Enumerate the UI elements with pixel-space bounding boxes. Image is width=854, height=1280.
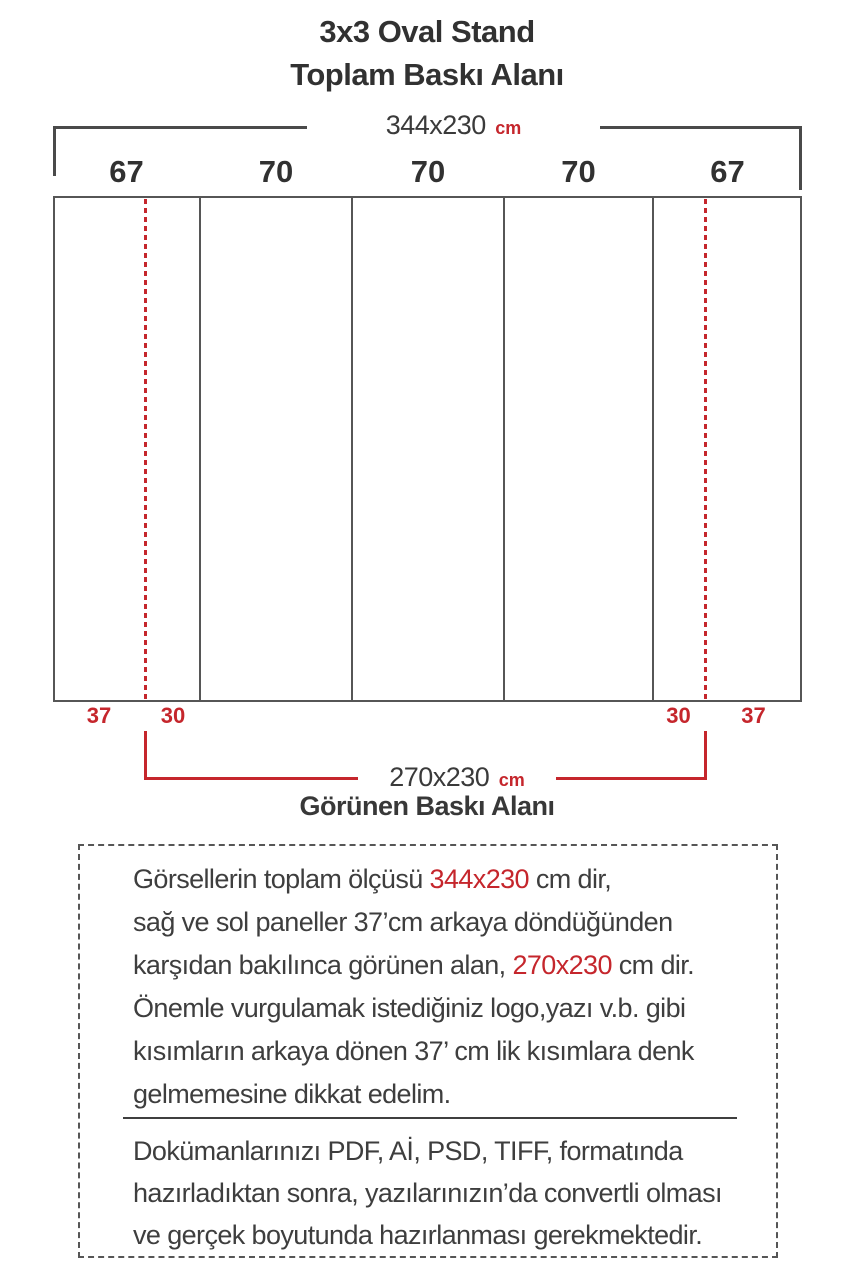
note-line xyxy=(133,1073,776,1116)
panel-divider-4 xyxy=(652,196,654,702)
note-paragraph-main xyxy=(80,846,776,1116)
note-line xyxy=(133,944,776,987)
note-text: Önemle vurgulamak istediğiniz logo,yazı v.b. gibi xyxy=(133,993,686,1023)
note-text: kısımların arkaya dönen 37’ cm lik kısımlara denk xyxy=(133,1036,694,1066)
note-highlight: 270x230 xyxy=(512,950,612,980)
visible-bracket-segment-left xyxy=(144,777,358,780)
panel-divider-3 xyxy=(503,196,505,702)
fold-line-right xyxy=(704,199,707,699)
total-bracket-segment-left xyxy=(53,126,307,129)
visible-bracket-stub-right xyxy=(704,731,707,780)
fold-width-label-right-outer: 37 xyxy=(741,703,766,728)
note-line xyxy=(133,1130,776,1172)
visible-dimension-label xyxy=(358,762,556,793)
total-dimension-label xyxy=(307,110,600,141)
fold-line-left xyxy=(144,199,147,699)
note-text: hazırladıktan sonra, yazılarınızın’da convertli olması xyxy=(133,1178,722,1208)
panel-width-label-2: 70 xyxy=(258,154,294,189)
page-title: 3x3 Oval Stand xyxy=(319,14,535,49)
note-line xyxy=(133,987,776,1030)
panel-width-label-1: 67 xyxy=(109,154,144,189)
panel-width-label-5: 67 xyxy=(710,154,745,189)
visible-dimension-value: 270x230 xyxy=(389,762,490,792)
note-text: gelmemesine dikkat edelim. xyxy=(133,1079,451,1109)
note-separator-line xyxy=(123,1117,737,1119)
total-dimension-value: 344x230 xyxy=(385,110,486,140)
note-line xyxy=(133,1030,776,1073)
visible-bracket-segment-right xyxy=(556,777,707,780)
note-line xyxy=(133,1172,776,1214)
note-box xyxy=(78,844,778,1258)
panel-width-label-3: 70 xyxy=(410,154,446,189)
note-text: cm dir, xyxy=(528,864,612,894)
panel-divider-2 xyxy=(351,196,353,702)
visible-area-title: Görünen Baskı Alanı xyxy=(299,791,555,821)
note-text: cm dir. xyxy=(611,950,695,980)
note-paragraph-formats xyxy=(80,1130,776,1256)
panel-divider-1 xyxy=(199,196,201,702)
note-text: Görsellerin toplam ölçüsü xyxy=(133,864,430,894)
note-line xyxy=(133,901,776,944)
total-bracket-segment-right xyxy=(600,126,802,129)
total-dimension-unit: cm xyxy=(495,118,522,138)
note-text: ve gerçek boyutunda hazırlanması gerekmektedir. xyxy=(133,1220,703,1250)
note-line xyxy=(133,858,776,901)
fold-width-label-left-outer: 37 xyxy=(86,703,112,728)
note-highlight: 344x230 xyxy=(429,864,529,894)
panel-width-label-4: 70 xyxy=(561,154,596,189)
fold-width-label-left-inner: 30 xyxy=(160,703,186,728)
visible-dimension-unit: cm xyxy=(498,770,525,790)
note-text: Dokümanlarınızı PDF, Aİ, PSD, TIFF, formatında xyxy=(133,1136,683,1166)
visible-bracket-stub-left xyxy=(144,731,147,780)
fold-width-label-right-inner: 30 xyxy=(666,703,691,728)
note-text: sağ ve sol paneller 37’cm arkaya döndüğünden xyxy=(133,907,673,937)
page-subtitle: Toplam Baskı Alanı xyxy=(290,57,564,92)
note-line xyxy=(133,1214,776,1256)
print-area-rectangle xyxy=(53,196,802,702)
note-text: karşıdan bakılınca görünen alan, xyxy=(133,950,513,980)
